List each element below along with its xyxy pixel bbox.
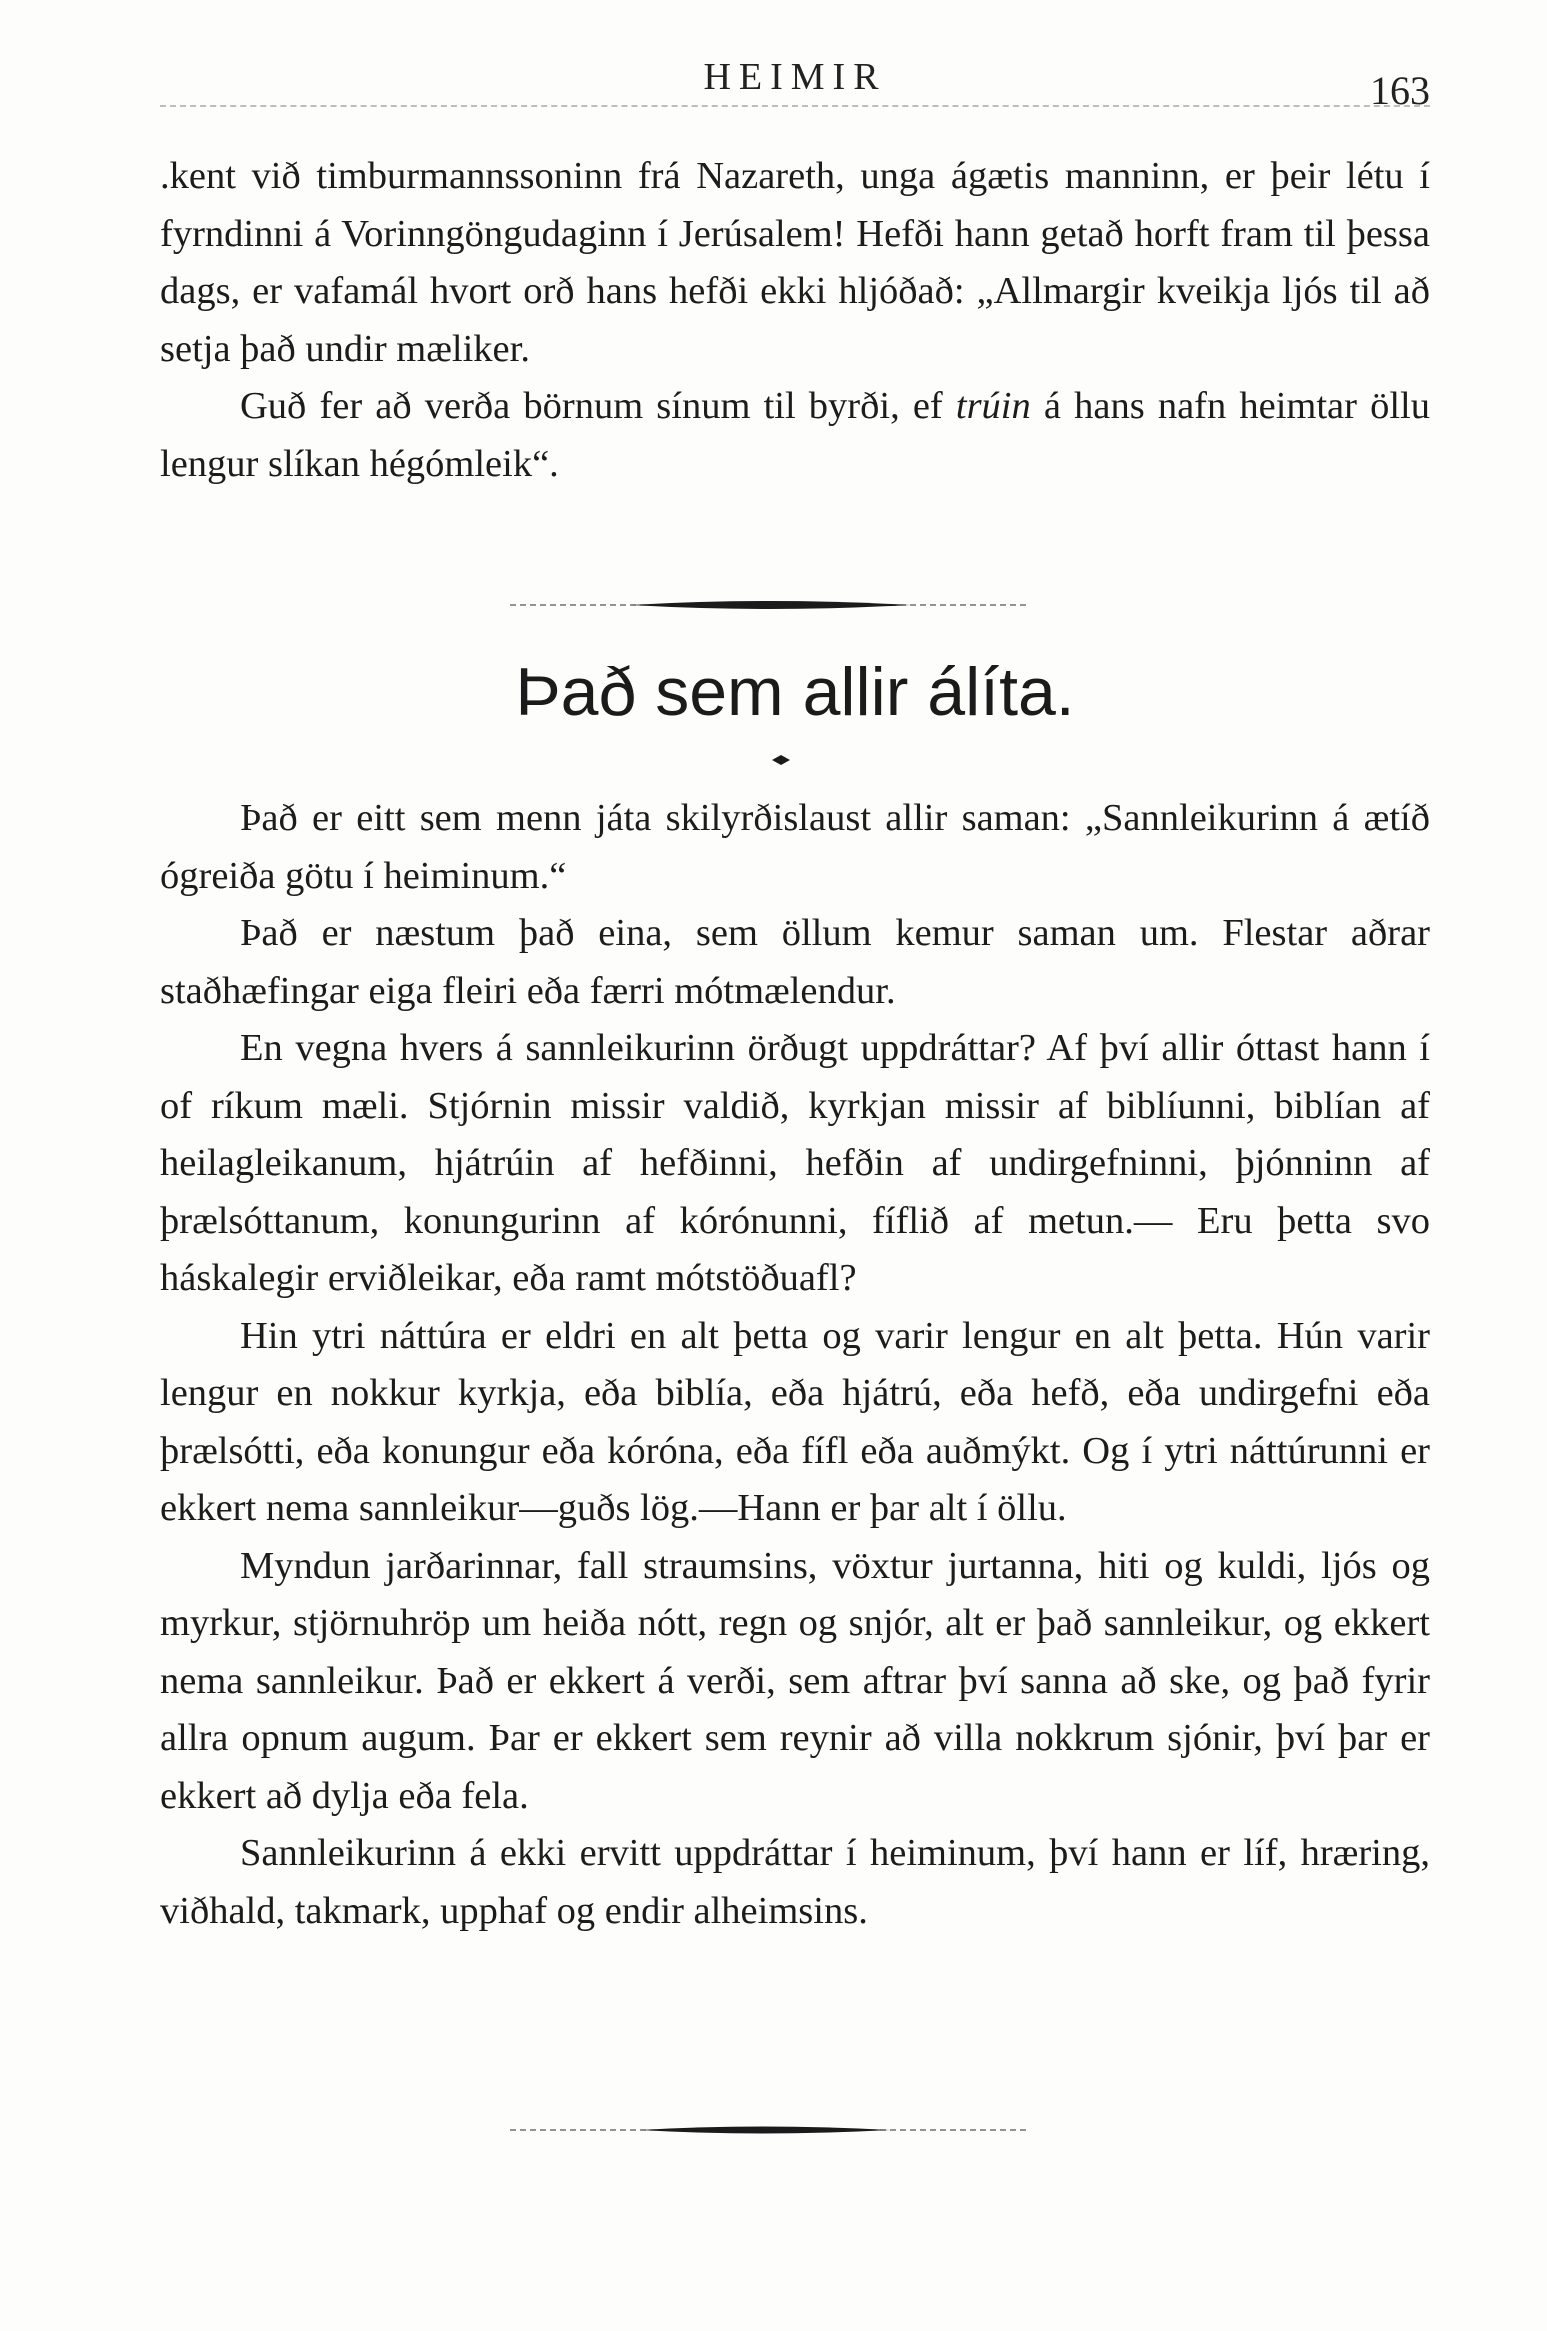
emphasized-word: trúin xyxy=(955,385,1031,427)
header-rule xyxy=(160,105,1430,107)
body-paragraph: Sannleikurinn á ekki ervitt uppdráttar í heiminum, því hann er líf, hræring, viðhald, takmark, upphaf og endir alheimsins. xyxy=(160,1832,1430,1932)
ornamental-divider-bottom xyxy=(510,2123,1030,2137)
body-paragraph: Það er næstum það eina, sem öllum kemur saman um. Flestar aðrar staðhæfingar eiga fleiri eða færri mótmælendur. xyxy=(160,912,1430,1012)
paragraph-closing-start: Guð fer að verða börnum sínum til byrði, ef xyxy=(240,385,956,427)
body-paragraph: Það er eitt sem menn játa skilyrðislaust allir saman: „Sannleikurinn á ætíð ógreiða götu í heiminum.“ xyxy=(160,797,1430,897)
body-paragraph: Myndun jarðarinnar, fall straumsins, vöxtur jurtanna, hiti og kuldi, ljós og myrkur, stjörnuhröp um heiða nótt, regn og snjór, alt er það sannleikur, og ekkert nema sannleikur. Það er ekkert á verði, sem aftrar því sanna að ske, og það fyrir allra opnum augum. Þar er ekkert sem reynir að villa nokkrum sjónir, því þar er ekkert að dylja eða fela. xyxy=(160,1544,1430,1817)
section-body xyxy=(160,790,1430,1940)
paragraph-closing-end: á hans nafn heimtar öllu lengur slíkan hégómleik“. xyxy=(160,385,1430,485)
running-title: HEIMIR xyxy=(703,56,887,98)
paragraph-closing xyxy=(160,378,1430,493)
continued-text xyxy=(160,148,1430,493)
ornamental-divider-top xyxy=(510,598,1030,612)
body-paragraph: En vegna hvers á sannleikurinn örðugt uppdráttar? Af því allir óttast hann í of ríkum mæli. Stjórnin missir valdið, kyrkjan missir af biblíunni, biblían af heilagleikanum, hjátrúin af hefðinni, hefðin af undirgefninni, þjónninn af þrælsóttanum, konungurinn af kórónunni, fíflið af metun.— Eru þetta svo háskalegir erviðleikar, eða ramt mótstöðuafl? xyxy=(160,1027,1430,1299)
body-paragraph: Hin ytri náttúra er eldri en alt þetta og varir lengur en alt þetta. Hún varir lengur en nokkur kyrkja, eða biblía, eða hjátrú, eða hefð, eða undirgefni eða þrælsótti, eða konungur eða kóróna, eða fífl eða auðmýkt. Og í ytri náttúrunni er ekkert nema sannleikur—guðs lög.—Hann er þar alt í öllu. xyxy=(160,1314,1430,1529)
section-title: Það sem allir álíta. xyxy=(515,654,1075,730)
diamond-ornament-icon xyxy=(772,752,790,766)
page-number: 163 xyxy=(1370,68,1430,113)
paragraph-continued: .kent við timburmannssoninn frá Nazareth, unga ágætis manninn, er þeir létu í fyrndinni á Vorinngöngudaginn í Jerúsalem! Hefði hann getað horft fram til þessa dags, er vafamál hvort orð hans hefði ekki hljóðað: „Allmargir kveikja ljós til að setja það undir mæliker. xyxy=(160,155,1430,370)
